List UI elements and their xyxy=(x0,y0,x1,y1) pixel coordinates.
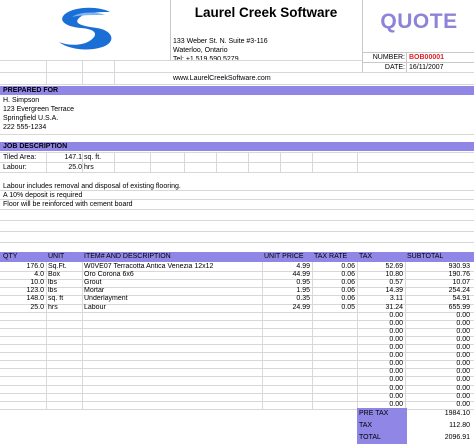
prepared-for-city: Springfield U.S.A. xyxy=(3,115,59,122)
cell-subtotal: 0.00 xyxy=(456,327,470,335)
cell-unit xyxy=(48,336,82,344)
cell-tax-rate: 0.06 xyxy=(341,295,355,303)
job-note: Labour includes removal and disposal of existing flooring. xyxy=(3,183,181,190)
cell-qty xyxy=(0,393,44,401)
cell-unit-price xyxy=(262,312,310,320)
table-row xyxy=(0,328,474,336)
divider xyxy=(0,231,474,232)
cell-unit: sq. ft xyxy=(48,295,64,303)
divider xyxy=(312,262,313,409)
cell-tax-rate xyxy=(312,360,355,368)
cell-item: Oro Corona 6x6 xyxy=(84,271,134,279)
cell-tax-rate xyxy=(312,401,355,409)
prepared-for-heading: PREPARED FOR xyxy=(0,86,474,95)
cell-unit xyxy=(48,352,82,360)
divider xyxy=(357,152,358,172)
divider xyxy=(184,152,185,172)
cell-unit: lbs xyxy=(48,279,57,287)
divider xyxy=(405,262,406,409)
divider xyxy=(248,152,249,172)
cell-item: W0VE07 Terracotta Antica Venezia 12x12 xyxy=(84,263,214,270)
cell-tax-rate: 0.06 xyxy=(341,263,355,270)
cell-subtotal: 0.00 xyxy=(456,352,470,360)
cell-tax: 31.24 xyxy=(385,303,403,311)
cell-subtotal: 0.00 xyxy=(456,335,470,343)
cell-qty: 4.0 xyxy=(34,271,44,279)
job-note: A 10% deposit is required xyxy=(3,192,83,199)
cell-tax-rate: 0.06 xyxy=(341,271,355,279)
cell-subtotal: 54.91 xyxy=(452,295,470,303)
pre-tax-value: 1984.10 xyxy=(444,410,470,417)
table-row xyxy=(0,295,474,303)
divider xyxy=(216,152,217,172)
blue-swoosh-logo-icon xyxy=(55,6,117,52)
cell-tax: 0.00 xyxy=(389,400,403,408)
divider xyxy=(0,190,474,191)
table-row xyxy=(0,360,474,368)
cell-tax-rate xyxy=(312,393,355,401)
cell-tax: 0.00 xyxy=(389,335,403,343)
divider xyxy=(312,152,313,172)
company-info xyxy=(170,0,362,63)
cell-tax: 0.00 xyxy=(389,368,403,376)
cell-subtotal: 0.00 xyxy=(456,392,470,400)
quote-title: QUOTE xyxy=(380,10,458,33)
divider xyxy=(0,220,474,221)
cell-tax-rate: 0.06 xyxy=(341,287,355,295)
table-row xyxy=(0,279,474,287)
cell-unit-price: 24.99 xyxy=(292,303,310,311)
quote-number-label: NUMBER: xyxy=(372,54,405,61)
cell-item: Mortar xyxy=(84,287,105,295)
items-table-header xyxy=(0,252,474,262)
cell-subtotal: 0.00 xyxy=(456,376,470,384)
table-row xyxy=(0,344,474,352)
cell-subtotal: 10.07 xyxy=(452,279,470,287)
table-row xyxy=(0,320,474,328)
cell-item xyxy=(84,312,260,320)
divider xyxy=(82,60,83,84)
cell-unit: Box xyxy=(48,271,61,279)
table-row xyxy=(0,263,474,271)
cell-qty xyxy=(0,336,44,344)
table-row xyxy=(0,352,474,360)
cell-item xyxy=(84,376,260,384)
quote-date-label: DATE: xyxy=(384,64,405,71)
company-website: www.LaurelCreekSoftware.com xyxy=(173,75,271,82)
cell-subtotal: 0.00 xyxy=(456,384,470,392)
cell-tax-rate xyxy=(312,320,355,328)
cell-item xyxy=(84,368,260,376)
cell-unit-price xyxy=(262,360,310,368)
cell-subtotal: 0.00 xyxy=(456,311,470,319)
cell-item xyxy=(84,320,260,328)
cell-tax-rate xyxy=(312,376,355,384)
divider xyxy=(46,262,47,409)
cell-unit: Sq.Ft. xyxy=(48,263,67,270)
cell-tax-rate xyxy=(312,352,355,360)
cell-unit xyxy=(48,328,82,336)
grand-total-value: 2096.91 xyxy=(444,434,470,441)
cell-item: Labour xyxy=(84,303,106,311)
cell-subtotal: 0.00 xyxy=(456,400,470,408)
divider xyxy=(150,152,151,172)
table-row xyxy=(0,312,474,320)
cell-unit-price: 4.99 xyxy=(296,263,310,270)
col-tax-rate-header: TAX RATE xyxy=(314,253,348,260)
cell-unit-price xyxy=(262,328,310,336)
divider xyxy=(0,84,474,85)
cell-item xyxy=(84,393,260,401)
table-row xyxy=(0,304,474,312)
col-item-header: ITEM# AND DESCRIPTION xyxy=(84,253,171,260)
cell-qty: 25.0 xyxy=(30,303,44,311)
tax-total-label: TAX xyxy=(357,420,407,432)
cell-tax-rate xyxy=(312,312,355,320)
cell-unit xyxy=(48,344,82,352)
cell-item xyxy=(84,336,260,344)
tiled-area-label: Tiled Area: xyxy=(3,154,37,161)
cell-unit-price: 0.95 xyxy=(296,279,310,287)
cell-unit-price xyxy=(262,344,310,352)
table-row xyxy=(0,271,474,279)
table-row xyxy=(0,393,474,401)
cell-unit xyxy=(48,401,82,409)
cell-tax-rate: 0.05 xyxy=(341,303,355,311)
cell-tax: 0.00 xyxy=(389,376,403,384)
cell-tax-rate xyxy=(312,368,355,376)
cell-item xyxy=(84,401,260,409)
cell-tax: 14.39 xyxy=(385,287,403,295)
cell-unit-price: 44.99 xyxy=(292,271,310,279)
cell-subtotal: 0.00 xyxy=(456,344,470,351)
cell-item xyxy=(84,344,260,352)
cell-tax: 0.00 xyxy=(389,327,403,335)
cell-tax: 0.00 xyxy=(389,319,403,327)
prepared-for-street: 123 Evergreen Terrace xyxy=(3,106,75,113)
divider xyxy=(46,60,47,84)
cell-qty xyxy=(0,320,44,328)
cell-unit: lbs xyxy=(48,287,57,295)
cell-subtotal: 254.24 xyxy=(448,287,470,295)
cell-unit xyxy=(48,320,82,328)
labour-row xyxy=(0,163,474,172)
cell-unit-price: 1.95 xyxy=(296,287,310,295)
cell-tax: 0.57 xyxy=(389,279,403,287)
cell-unit-price xyxy=(262,401,310,409)
cell-tax: 10.80 xyxy=(385,271,403,279)
col-tax-header: TAX xyxy=(359,253,373,260)
labour-unit: hrs xyxy=(84,164,94,171)
logo-area xyxy=(0,0,171,60)
cell-qty: 148.0 xyxy=(26,295,44,303)
cell-qty xyxy=(0,385,44,393)
table-row xyxy=(0,385,474,393)
divider xyxy=(262,262,263,409)
cell-item xyxy=(84,328,260,336)
cell-subtotal: 930.93 xyxy=(448,263,470,270)
cell-tax: 3.11 xyxy=(389,295,403,303)
cell-subtotal: 0.00 xyxy=(456,368,470,376)
tiled-area-value: 147.1 xyxy=(64,154,82,161)
quote-date-value: 16/11/2007 xyxy=(406,63,444,73)
cell-tax: 0.00 xyxy=(389,344,403,351)
cell-item: Underlayment xyxy=(84,295,128,303)
tax-total-value: 112.80 xyxy=(449,422,470,429)
col-unit-price-header: UNIT PRICE xyxy=(264,253,304,260)
divider xyxy=(82,262,83,409)
job-note: Floor will be reinforced with cement board xyxy=(3,201,133,208)
cell-tax-rate xyxy=(312,344,355,352)
cell-item xyxy=(84,385,260,393)
cell-unit-price: 0.35 xyxy=(296,295,310,303)
cell-unit xyxy=(48,368,82,376)
table-row xyxy=(0,336,474,344)
prepared-for-name: H. Simpson xyxy=(3,97,40,104)
divider xyxy=(280,152,281,172)
cell-qty: 10.0 xyxy=(30,279,44,287)
cell-tax-rate xyxy=(312,385,355,393)
cell-unit xyxy=(48,385,82,393)
cell-subtotal: 0.00 xyxy=(456,360,470,368)
cell-qty: 123.0 xyxy=(26,287,44,295)
quote-box xyxy=(362,0,474,72)
divider xyxy=(357,262,358,409)
cell-qty xyxy=(0,352,44,360)
col-unit-header: UNIT xyxy=(48,253,65,260)
cell-tax-rate xyxy=(312,328,355,336)
labour-label: Labour: xyxy=(3,164,27,171)
cell-tax: 52.69 xyxy=(385,263,403,270)
table-row xyxy=(0,376,474,384)
col-qty-header: QTY xyxy=(3,253,18,260)
cell-unit xyxy=(48,393,82,401)
cell-qty xyxy=(0,328,44,336)
divider xyxy=(114,60,115,84)
tiled-area-unit: sq. ft. xyxy=(84,154,102,161)
cell-subtotal: 655.99 xyxy=(448,303,470,311)
divider xyxy=(114,152,115,172)
prepared-for-phone: 222 555-1234 xyxy=(3,124,47,131)
company-name: Laurel Creek Software xyxy=(194,5,338,20)
cell-unit-price xyxy=(262,320,310,328)
divider xyxy=(0,60,362,61)
tiled-area-row xyxy=(0,153,474,162)
divider xyxy=(46,152,47,172)
cell-qty xyxy=(0,344,44,352)
cell-tax: 0.00 xyxy=(389,384,403,392)
divider xyxy=(0,209,474,210)
company-address-line1: 133 Weber St. N. Suite #3-116 xyxy=(173,38,268,45)
divider xyxy=(0,172,474,173)
cell-tax-rate: 0.06 xyxy=(341,279,355,287)
company-phone: Tel: +1 519 590 5279 xyxy=(173,56,239,63)
table-row xyxy=(0,287,474,295)
cell-unit-price xyxy=(262,385,310,393)
cell-unit xyxy=(48,312,82,320)
job-description-heading: JOB DESCRIPTION xyxy=(0,142,474,151)
grand-total-label: TOTAL xyxy=(357,432,407,444)
divider xyxy=(0,199,474,200)
table-row xyxy=(0,368,474,376)
cell-unit-price xyxy=(262,376,310,384)
cell-qty xyxy=(0,401,44,409)
cell-unit-price xyxy=(262,336,310,344)
divider xyxy=(0,134,474,135)
cell-qty xyxy=(0,312,44,320)
cell-tax: 0.00 xyxy=(389,360,403,368)
cell-unit xyxy=(48,360,82,368)
cell-unit-price xyxy=(262,368,310,376)
cell-subtotal: 0.00 xyxy=(456,319,470,327)
cell-subtotal: 190.76 xyxy=(448,271,470,279)
labour-value: 25.0 xyxy=(68,164,82,171)
cell-unit-price xyxy=(262,393,310,401)
cell-qty xyxy=(0,376,44,384)
cell-tax: 0.00 xyxy=(389,352,403,360)
divider xyxy=(0,72,474,73)
cell-qty: 176.0 xyxy=(26,263,44,270)
company-address-line2: Waterloo, Ontario xyxy=(173,47,228,54)
cell-unit-price xyxy=(262,352,310,360)
cell-item: Grout xyxy=(84,279,102,287)
cell-qty xyxy=(0,360,44,368)
cell-tax-rate xyxy=(312,336,355,344)
cell-unit: hrs xyxy=(48,303,58,311)
divider xyxy=(0,242,474,243)
cell-unit xyxy=(48,376,82,384)
cell-item xyxy=(84,352,260,360)
cell-tax: 0.00 xyxy=(389,311,403,319)
cell-item xyxy=(84,360,260,368)
pre-tax-label: PRE TAX xyxy=(357,408,407,420)
cell-tax: 0.00 xyxy=(389,392,403,400)
quote-number-value: BOB00001 xyxy=(406,53,444,63)
col-subtotal-header: SUBTOTAL xyxy=(407,253,444,260)
divider xyxy=(82,152,83,172)
cell-qty xyxy=(0,368,44,376)
